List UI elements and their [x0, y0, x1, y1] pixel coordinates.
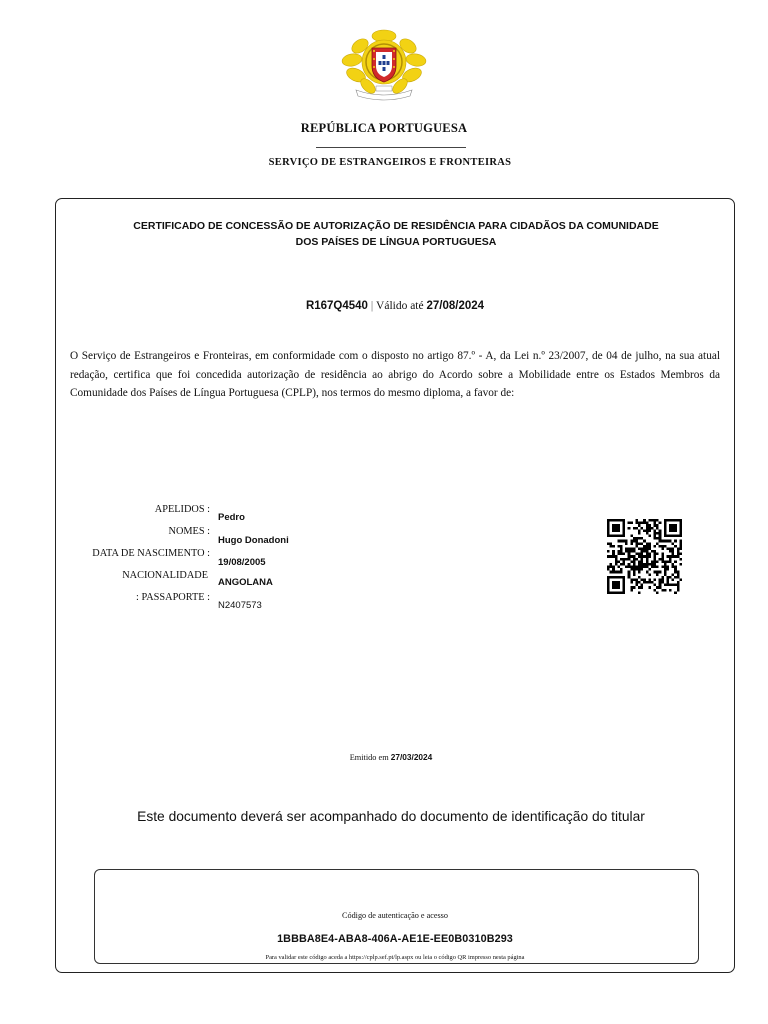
certificate-title-line-1: CERTIFICADO DE CONCESSÃO DE AUTORIZAÇÃO DE RESIDÊNCIA PARA CIDADÃOS DA COMUNIDADE	[133, 220, 659, 232]
certificate-body: O Serviço de Estrangeiros e Fronteiras, em conformidade com o disposto no artigo 87.º - A, da Lei n.º 23/2007, de 04 de julho, na sua atual redação, certifica que foi concedida autorização de residência ao abrigo do Acordo sobre a Mobilidade entre os Estados Membros da Comunidade dos Países de Língua Portuguesa (CPLP), nos termos do mesmo diploma, a favor de:	[70, 350, 720, 400]
valid-label: Válido até	[376, 300, 424, 312]
certificate-title	[70, 219, 722, 250]
header-divider	[316, 147, 466, 148]
surname-label: APELIDOS :	[154, 504, 210, 515]
service-heading: SERVIÇO DE ESTRANGEIROS E FRONTEIRAS	[268, 157, 512, 168]
coat-of-arms-icon	[338, 28, 430, 102]
nationality-label: NACIONALIDADE	[122, 570, 208, 581]
nationality-value: ANGOLANA	[218, 577, 273, 588]
authentication-note: Para validar este código aceda a https://cplp.sef.pt/lp.aspx ou leia o código QR impresso nesta página	[265, 954, 525, 961]
birth-date-label: DATA DE NASCIMENTO :	[92, 548, 210, 559]
issued-date: 27/03/2024	[390, 752, 433, 762]
issued-label: Emitido em	[349, 753, 389, 762]
reference-separator: |	[370, 300, 374, 312]
identification-notice: Este documento deverá ser acompanhado do documento de identificação do titular	[137, 809, 645, 824]
passport-label: : PASSAPORTE :	[136, 592, 210, 603]
certificate-title-line-2: DOS PAÍSES DE LÍNGUA PORTUGUESA	[295, 235, 497, 248]
names-value: Hugo Donadoni	[218, 535, 289, 546]
qr-code-icon	[605, 519, 684, 594]
reference-code: R167Q4540	[305, 300, 368, 312]
authentication-code: 1BBBA8E4-ABA8-406A-AE1E-EE0B0310B293	[277, 933, 513, 945]
authentication-label: Código de autenticação e acesso	[342, 911, 448, 920]
passport-value: N2407573	[218, 600, 262, 611]
birth-date-value: 19/08/2005	[218, 557, 266, 568]
names-label: NOMES :	[168, 526, 210, 537]
republic-heading: REPÚBLICA PORTUGUESA	[300, 121, 468, 135]
surname-value: Pedro	[218, 512, 245, 523]
reference-line	[0, 300, 768, 312]
valid-until-date: 27/08/2024	[426, 300, 485, 312]
issued-line	[0, 752, 768, 762]
